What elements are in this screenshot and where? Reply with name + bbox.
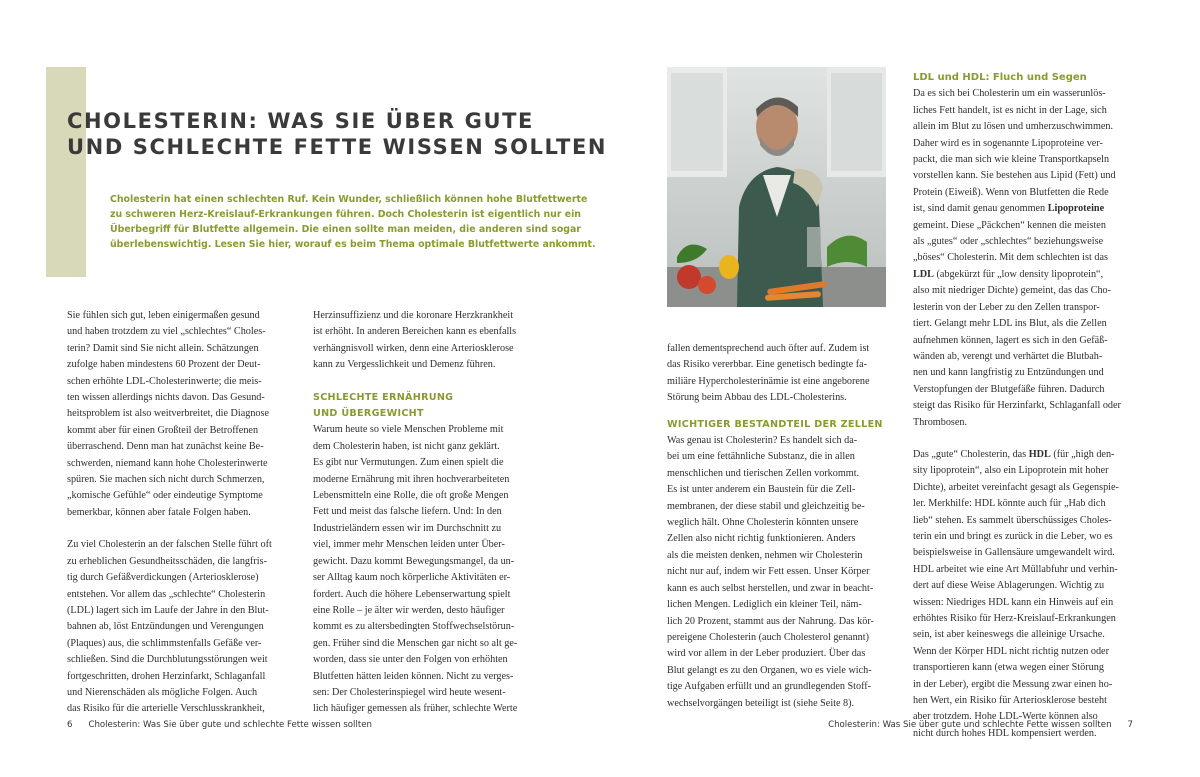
text-line: kann es auch selbst herstellen, und zwar in beacht- xyxy=(667,582,874,594)
text-line: dert auf diese Weise Ablagerungen. Wichtig zu xyxy=(913,580,1105,592)
intro-line: zu schweren Herz-Kreislauf-Erkrankungen führen. Doch Cholesterin ist eigentlich nur ein xyxy=(110,209,581,220)
text-line: Zellen also nicht richtig funktionieren. Anders xyxy=(667,533,856,545)
text-line: Blut gelangt es zu den Organen, wo es viele wich- xyxy=(667,664,872,676)
text-line: gewicht. Dazu kommt Bewegungsmangel, da un- xyxy=(313,555,515,567)
text-line: Verstopfungen der Blutgefäße führen. Dadurch xyxy=(913,383,1105,395)
accent-bar xyxy=(46,67,86,277)
intro-line: überlebenswichtig. Lesen Sie hier, worauf es beim Thema optimale Blutfettwerte ankommt. xyxy=(110,239,596,250)
intro-line: Überbegriff für Blutfette allgemein. Die einen sollte man meiden, die anderen sind sogar xyxy=(110,224,581,235)
page-title xyxy=(67,108,608,160)
text-run: Das „gute“ Cholesterin, das xyxy=(913,448,1029,460)
text-line: tige Aufgaben erfüllt und an grundlegenden Stoff- xyxy=(667,681,872,693)
text-line: terin? Damit sind Sie nicht allein. Schätzungen xyxy=(67,342,259,354)
text-line: sein, ist aber keineswegs die alleinige Ursache. xyxy=(913,629,1105,641)
text-line: wird vor allem in der Leber produziert. Über das xyxy=(667,648,866,660)
text-line: dem Cholesterin haben, ist nicht ganz geklärt. xyxy=(313,440,500,452)
text-line: also mit niedriger Dichte) gemeint, das das Cho- xyxy=(913,285,1112,297)
text-line: schen erhöhte LDL-Cholesterinwerte; die meis- xyxy=(67,375,262,387)
text-line: allein im Blut zu lösen und umherzuschwimmen. xyxy=(913,121,1114,133)
text-line: membranen, der diese stabil und gleichzeitig be- xyxy=(667,500,865,512)
text-line: steigt das Risiko für Herzinfarkt, Schlaganfall oder xyxy=(913,400,1121,412)
text-line: Störung beim Abbau des LDL-Cholesterins. xyxy=(667,392,847,404)
text-line: moderne Ernährung mit ihren hochverarbeiteten xyxy=(313,473,510,485)
text-line: nen und kann langfristig zu Entzündungen und xyxy=(913,367,1104,379)
text-line: als die meisten denken, nehmen wir Cholesterin xyxy=(667,549,863,561)
text-line: sity lipoprotein“, also ein Lipoprotein mit hoher xyxy=(913,465,1109,477)
text-line: in der Leber), ergibt die Messung zwar einen ho- xyxy=(913,678,1113,690)
text-line: Was genau ist Cholesterin? Es handelt sich da- xyxy=(667,435,858,447)
text-line: vorstellen kann. Sie bestehen aus Lipid (Fett) und xyxy=(913,170,1116,182)
term-lipoproteine: Lipoproteine xyxy=(1047,203,1105,215)
text-line: Dichte), arbeitet vereinfacht gesagt als Gegenspie- xyxy=(913,481,1119,493)
text-line: und Nierenschäden als mögliche Folgen. Auch xyxy=(67,686,258,698)
text-line: menschlichen und tierischen Zellen vorkommt. xyxy=(667,467,860,479)
text-line: ser Alltag kaum noch körperliche Aktivitäten er- xyxy=(313,572,511,584)
running-title: Cholesterin: Was Sie über gute und schlechte Fette wissen sollten xyxy=(828,720,1112,730)
text-line: eine Rolle – je älter wir werden, desto häufiger xyxy=(313,604,505,616)
column-2 xyxy=(313,308,539,718)
text-line: bemerkbar, können aber fatale Folgen haben. xyxy=(67,506,251,518)
intro-text xyxy=(110,192,596,252)
text-line: transportieren kann (etwa wegen einer Störung xyxy=(913,662,1104,674)
text-line: sen: Der Cholesterinspiegel wird heute wesent- xyxy=(313,686,506,698)
text-line: „böses“ Cholesterin. Mit dem schlechten ist das xyxy=(913,252,1108,264)
intro-line: Cholesterin hat einen schlechten Ruf. Kein Wunder, schließlich können hohe Blutfettwerte xyxy=(110,194,588,205)
section-heading: WICHTIGER BESTANDTEIL DER ZELLEN xyxy=(667,418,883,430)
text-run: (für „high den- xyxy=(1050,448,1115,460)
text-line: pereigene Cholesterin (auch Cholesterol genannt) xyxy=(667,631,869,643)
text-line: Sie fühlen sich gut, leben einigermaßen gesund xyxy=(67,310,260,321)
column-3 xyxy=(667,341,893,712)
text-line xyxy=(913,267,1139,283)
page-number: 7 xyxy=(1127,720,1133,730)
text-line: Daher wird es in sogenannte Lipoproteine ver- xyxy=(913,137,1103,149)
text-line: hen Wert, ein Risiko für Arteriosklerose besteht xyxy=(913,695,1107,707)
text-line: entstehen. Vor allem das „schlechte“ Cholesterin xyxy=(67,588,266,600)
kitchen-photo xyxy=(667,67,886,307)
text-line: Es gibt nur Vermutungen. Zum einen spielt die xyxy=(313,457,504,469)
column-1 xyxy=(67,308,293,718)
text-line: aber trotzdem. Hohe LDL-Werte können also xyxy=(913,711,1098,723)
text-line: heitsproblem ist also weitverbreitet, die Diagnose xyxy=(67,408,269,420)
section-heading: SCHLECHTE ERNÄHRUNG xyxy=(313,391,454,403)
running-title: Cholesterin: Was Sie über gute und schlechte Fette wissen sollten xyxy=(88,720,372,730)
text-line: schwerden, niemand kann hohe Cholesterinwerte xyxy=(67,457,268,469)
text-line: gemeint. Diese „Päckchen“ kennen die meisten xyxy=(913,219,1106,231)
text-line: das Risiko vererbbar. Eine genetisch bedingte fa- xyxy=(667,359,868,371)
text-line: worden, dass sie unter den Folgen von erhöhten xyxy=(313,654,508,666)
text-line xyxy=(913,201,1139,217)
text-line: und haben trotzdem zu viel „schlechtes“ Choles- xyxy=(67,326,266,338)
text-line: (LDL) lagert sich im Laufe der Jahre in den Blut- xyxy=(67,604,269,616)
text-line: HDL arbeitet wie eine Art Müllabfuhr und verhin- xyxy=(913,563,1118,575)
text-line: fortgeschritten, drohen Herzinfarkt, Schlaganfall xyxy=(67,670,266,682)
page-number: 6 xyxy=(67,720,73,730)
text-line: wissen: Niedriges HDL kann ein Hinweis auf ein xyxy=(913,596,1114,608)
text-line: lich häufiger gemessen als früher, schlechte Werte xyxy=(313,703,518,715)
text-line: lichen Mengen. Lediglich ein kleiner Teil, näm- xyxy=(667,599,862,611)
text-line: Blutfetten hätten leiden können. Nicht zu verges- xyxy=(313,670,514,682)
text-line: Warum heute so viele Menschen Probleme mit xyxy=(313,424,504,436)
text-line: fordert. Auch die höhere Lebenserwartung spielt xyxy=(313,588,511,600)
text-line: wänden ab, verengt und verhärtet die Blutbah- xyxy=(913,350,1103,362)
text-line: erhöhtes Risiko für Herz-Kreislauf-Erkrankungen xyxy=(913,613,1116,624)
column-4 xyxy=(913,70,1139,742)
text-line: Protein (Eiweiß). Wenn von Blutfetten die Rede xyxy=(913,186,1109,198)
footer-right xyxy=(828,720,1133,730)
text-line: nicht nur auf, indem wir Fett essen. Unser Körper xyxy=(667,566,870,578)
text-line: packt, die man sich wie kleine Transportkapseln xyxy=(913,154,1110,166)
text-line: lesterin von der Leber zu den Zellen transpor- xyxy=(913,301,1100,313)
term-hdl: HDL xyxy=(1028,448,1051,460)
title-line: CHOLESTERIN: WAS SIE ÜBER GUTE xyxy=(67,109,534,133)
text-line: beispielsweise in Gallensäure umgewandelt wird. xyxy=(913,547,1115,559)
text-line: zufolge haben mindestens 60 Prozent der Deut- xyxy=(67,359,261,371)
text-line: gen. Früher sind die Menschen gar nicht so alt ge- xyxy=(313,637,518,649)
title-line: UND SCHLECHTE FETTE WISSEN SOLLTEN xyxy=(67,135,608,159)
text-line: Thrombosen. xyxy=(913,416,968,428)
section-heading: UND ÜBERGEWICHT xyxy=(313,408,424,420)
text-line: ten wissen allerdings nichts davon. Das Gesund- xyxy=(67,392,265,404)
footer-left xyxy=(67,720,372,730)
text-line: kommt es zu altersbedingten Stoffwechselstörun- xyxy=(313,621,515,633)
text-line: bahnen ab, löst Entzündungen und Verengungen xyxy=(67,621,264,633)
text-line: Industrieländern essen wir im Durchschnitt zu xyxy=(313,522,502,534)
text-line: liches Fett handelt, ist es nicht in der Lage, sich xyxy=(913,104,1107,116)
text-line: terin ein und bringt es zurück in die Leber, wo es xyxy=(913,530,1113,542)
text-line: lich 20 Prozent, stammt aus der Nahrung. Das kör- xyxy=(667,615,874,627)
text-line: zu erheblichen Gesundheitsschäden, die langfris- xyxy=(67,555,267,567)
text-line: Da es sich bei Cholesterin um ein wasserunlös- xyxy=(913,88,1106,100)
text-line: Zu viel Cholesterin an der falschen Stelle führt oft xyxy=(67,539,272,551)
text-line xyxy=(913,447,1139,463)
text-line: Es ist unter anderem ein Baustein für die Zell- xyxy=(667,484,856,496)
text-line: spüren. Sie machen sich nicht durch Schmerzen, xyxy=(67,474,265,486)
text-line: tig durch Gefäßverdickungen (Arteriosklerose) xyxy=(67,572,259,584)
section-heading: LDL und HDL: Fluch und Segen xyxy=(913,72,1087,83)
text-line: weglich hält. Ohne Cholesterin könnten unsere xyxy=(667,517,859,529)
text-line: fallen dementsprechend auch öfter auf. Zudem ist xyxy=(667,343,870,354)
text-line: wechselvorgängen beteiligt ist (siehe Seite 8). xyxy=(667,697,855,709)
text-line: überraschend. Denn man hat zunächst keine Be- xyxy=(67,441,264,453)
text-line: nicht durch hohes HDL kompensiert werden. xyxy=(913,727,1097,739)
text-line: ler. Merkhilfe: HDL könnte auch für „Hab dich xyxy=(913,498,1106,510)
text-line: tiert. Gelangt mehr LDL ins Blut, als die Zellen xyxy=(913,318,1107,330)
text-line: als „gutes“ oder „schlechtes“ beziehungsweise xyxy=(913,236,1104,248)
text-line: schließen. Sind die Durchblutungsstörungen weit xyxy=(67,654,268,666)
text-line: Wenn der Körper HDL nicht richtig nutzen oder xyxy=(913,645,1109,657)
text-line: kommt aber für einen Großteil der Betroffenen xyxy=(67,424,259,436)
text-line: lieb“ stehen. Es sammelt überschüssiges Choles- xyxy=(913,514,1112,526)
text-line: kann zu Vergesslichkeit und Demenz führen. xyxy=(313,359,496,371)
text-line: Lebensmitteln eine Rolle, die oft große Mengen xyxy=(313,490,509,502)
text-line: Fett und meist das falsche liefern. Und: In den xyxy=(313,506,502,518)
text-line: das Risiko für die arterielle Verschlusskrankheit, xyxy=(67,703,265,715)
text-line: viel, immer mehr Menschen leiden unter Über- xyxy=(313,539,505,551)
text-line: miliäre Hypercholesterinämie ist eine angeborene xyxy=(667,375,870,387)
text-line: ist erhöht. In anderen Bereichen kann es ebenfalls xyxy=(313,326,517,338)
text-line: Herzinsuffizienz und die koronare Herzkrankheit xyxy=(313,310,514,321)
text-line: verhängnisvoll wirken, denn eine Arteriosklerose xyxy=(313,342,514,354)
text-line: (Plaques) aus, die schlimmstenfalls Gefäße ver- xyxy=(67,637,262,649)
text-run: ist, sind damit genau genommen xyxy=(913,203,1048,215)
text-line: aufnehmen können, lagert es sich in den Gefäß- xyxy=(913,334,1108,346)
text-line: „komische Gefühle“ oder eindeutige Symptome xyxy=(67,490,263,502)
text-run: (abgekürzt für „low density lipoprotein“, xyxy=(933,268,1104,280)
text-line: bei um eine fettähnliche Substanz, die in allen xyxy=(667,451,855,463)
term-ldl: LDL xyxy=(913,268,934,280)
